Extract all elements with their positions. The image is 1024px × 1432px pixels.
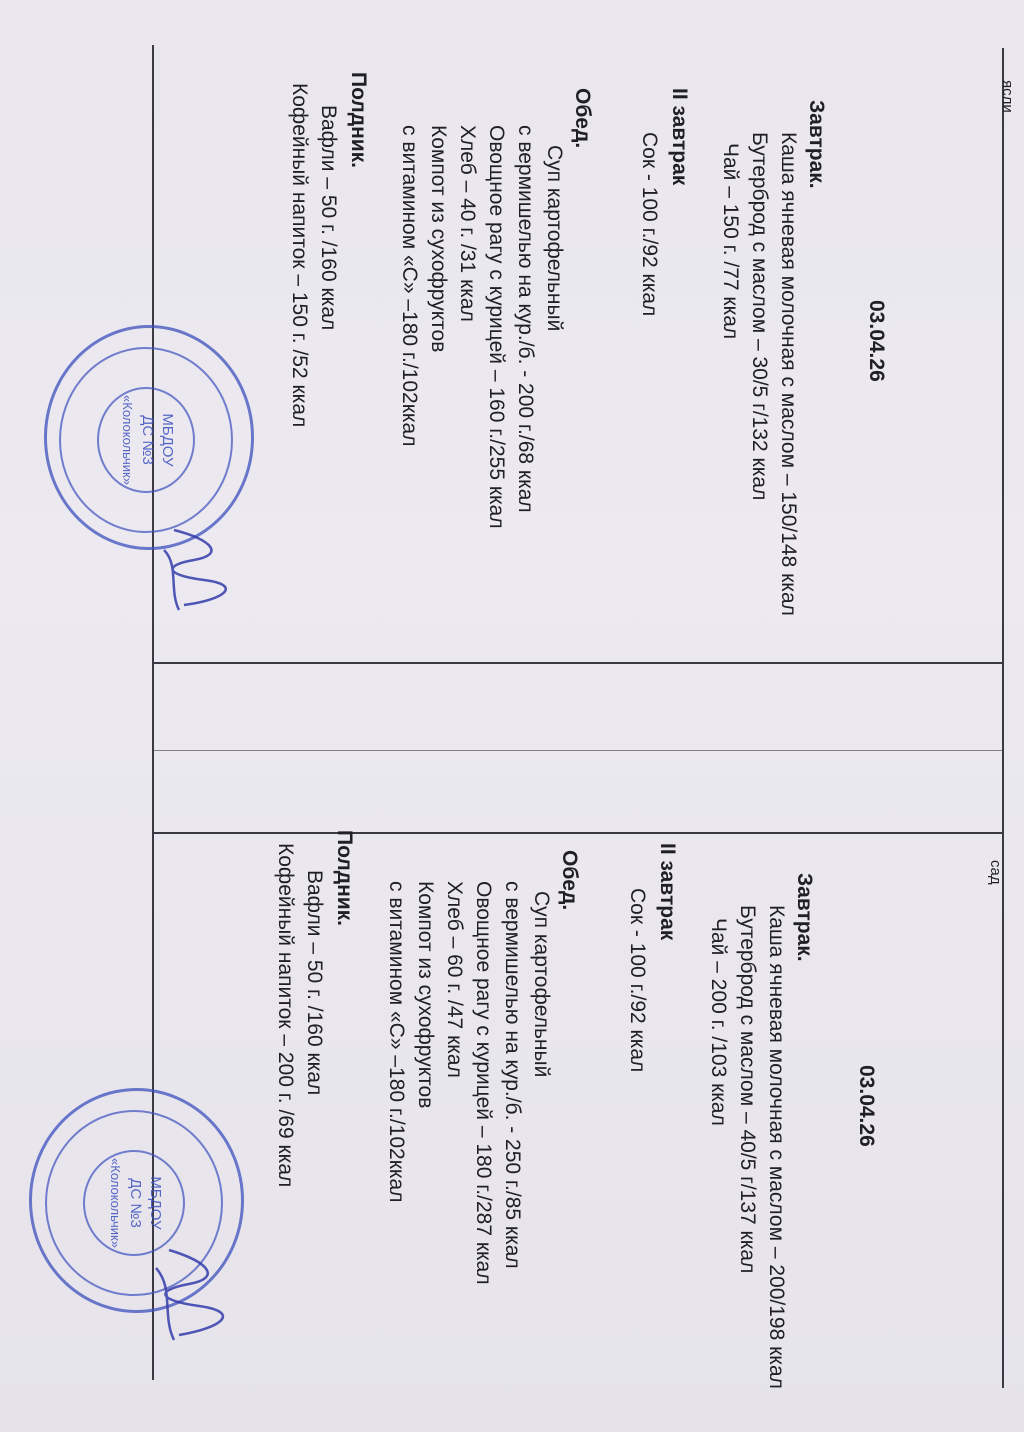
- menu-item: Хлеб – 60 г. /47 ккал: [443, 881, 466, 1078]
- column-label: сад: [987, 860, 1004, 885]
- section-title-afternoon-snack: Полдник.: [333, 830, 356, 927]
- menu-item: Овощное рагу с курицей – 160 г./255 ккал: [485, 125, 508, 529]
- stamp-line: МБДОУ: [159, 413, 176, 467]
- menu-item: с вермишелью на кур./б. - 250 г./85 ккал: [501, 881, 524, 1269]
- menu-item: Вафли – 50 г. /160 ккал: [317, 105, 340, 331]
- section-title-second-breakfast: II завтрак: [656, 843, 679, 941]
- menu-item: Компот из сухофруктов: [427, 125, 450, 353]
- menu-item: Каша ячневая молочная с маслом – 200/198 ккал: [765, 905, 788, 1389]
- menu-item: Бутерброд с маслом – 30/5 г/132 ккал: [748, 132, 771, 501]
- section-title-afternoon-snack: Полдник.: [347, 72, 370, 169]
- menu-item: Чай – 200 г. /103 ккал: [707, 918, 730, 1126]
- official-stamp: [44, 325, 254, 550]
- menu-item: Сок - 100 г./92 ккал: [638, 132, 661, 317]
- signature: [144, 520, 234, 620]
- menu-item: с витамином «С» –180 г./102ккал: [385, 881, 408, 1203]
- stamp-line: ДС №3: [139, 415, 156, 465]
- section-title-second-breakfast: II завтрак: [668, 88, 691, 186]
- column-label: ясли: [999, 80, 1016, 113]
- menu-item: Чай – 150 г. /77 ккал: [719, 143, 742, 340]
- menu-date: 03.04.26: [865, 300, 888, 382]
- stamp-line: ДС №3: [127, 1178, 144, 1228]
- section-title-lunch: Обед.: [571, 88, 594, 149]
- menu-item: Бутерброд с маслом – 40/5 г/137 ккал: [736, 905, 759, 1274]
- menu-item: Сок - 100 г./92 ккал: [626, 888, 649, 1073]
- menu-item: Компот из сухофруктов: [414, 881, 437, 1109]
- menu-item: Вафли – 50 г. /160 ккал: [303, 870, 326, 1096]
- menu-item: Хлеб – 40 г. /31 ккал: [456, 125, 479, 322]
- menu-item: Кофейный напиток – 150 г. /52 ккал: [288, 83, 311, 428]
- section-title-lunch: Обед.: [558, 850, 581, 911]
- menu-item: Суп картофельный: [543, 145, 566, 332]
- menu-item: с вермишелью на кур./б. - 200 г./68 ккал: [514, 125, 537, 513]
- section-title-breakfast: Завтрак.: [793, 873, 816, 962]
- stamp-line: МБДОУ: [147, 1176, 164, 1230]
- menu-date: 03.04.26: [855, 1065, 878, 1147]
- menu-item: Кофейный напиток – 200 г. /69 ккал: [274, 843, 297, 1188]
- signature: [134, 1240, 234, 1350]
- stamp-line: «Колокольчик»: [108, 1158, 123, 1248]
- menu-item: с витамином «С» –180 г./102ккал: [398, 125, 421, 447]
- section-title-breakfast: Завтрак.: [805, 100, 828, 189]
- stamp-line: «Колокольчик»: [120, 395, 135, 485]
- menu-item: Суп картофельный: [530, 891, 553, 1078]
- menu-item: Овощное рагу с курицей – 180 г./287 ккал: [472, 881, 495, 1285]
- menu-item: Каша ячневая молочная с маслом – 150/148 ккал: [777, 132, 800, 616]
